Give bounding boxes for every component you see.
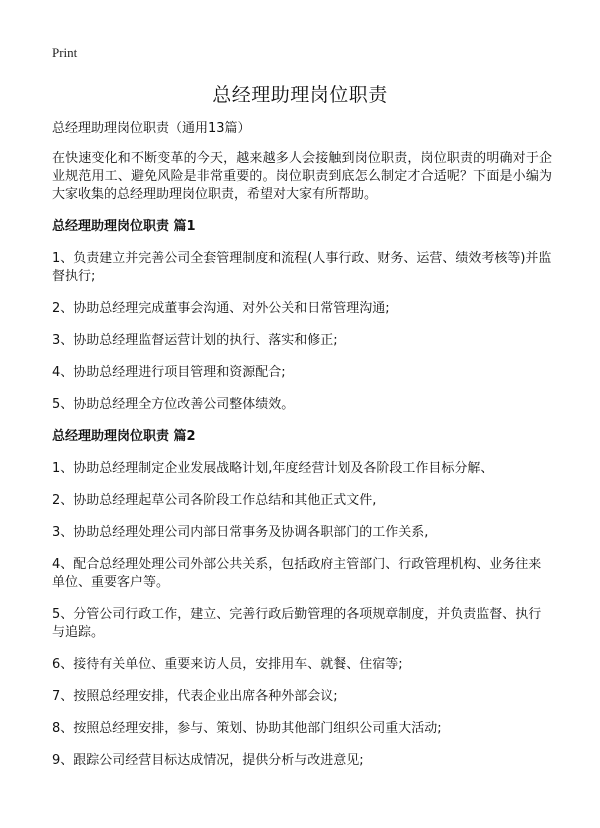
document-subtitle: 总经理助理岗位职责（通用13篇） bbox=[52, 121, 251, 136]
list-item: 3、协助总经理处理公司内部日常事务及协调各职部门的工作关系, bbox=[52, 525, 429, 540]
list-item: 9、跟踪公司经营目标达成情况，提供分析与改进意见; bbox=[52, 753, 364, 768]
document-body bbox=[52, 120, 552, 784]
page-title: 总经理助理岗位职责 bbox=[212, 84, 388, 106]
list-item: 7、按照总经理安排，代表企业出席各种外部会议; bbox=[52, 689, 338, 704]
list-item: 2、协助总经理起草公司各阶段工作总结和其他正式文件, bbox=[52, 493, 377, 508]
list-item: 4、协助总经理进行项目管理和资源配合; bbox=[52, 365, 286, 380]
list-item: 5、协助总经理全方位改善公司整体绩效。 bbox=[52, 397, 295, 412]
intro-paragraph: 在快速变化和不断变革的今天，越来越多人会接触到岗位职责，岗位职责的明确对于企业规范用工、避免风险是非常重要的。岗位职责到底怎么制定才合适呢？下面是小编为大家收集的总经理助理岗位职责，希望对大家有所帮助。 bbox=[52, 151, 552, 202]
print-link[interactable]: Print bbox=[52, 45, 78, 60]
list-item: 8、按照总经理安排，参与、策划、协助其他部门组织公司重大活动; bbox=[52, 721, 442, 736]
section-2 bbox=[52, 428, 552, 770]
list-item: 6、接待有关单位、重要来访人员，安排用车、就餐、住宿等; bbox=[52, 657, 403, 672]
section-1 bbox=[52, 218, 552, 414]
list-item: 1、协助总经理制定企业发展战略计划,年度经营计划及各阶段工作目标分解、 bbox=[52, 461, 494, 476]
section-heading: 总经理助理岗位职责 篇2 bbox=[52, 429, 196, 444]
list-item: 2、协助总经理完成董事会沟通、对外公关和日常管理沟通; bbox=[52, 301, 390, 316]
list-item: 4、配合总经理处理公司外部公共关系，包括政府主管部门、行政管理机构、业务往来单位、重要客户等。 bbox=[52, 557, 542, 590]
list-item: 1、负责建立并完善公司全套管理制度和流程(人事行政、财务、运营、绩效考核等)并监督执行; bbox=[52, 251, 552, 284]
list-item: 3、协助总经理监督运营计划的执行、落实和修正; bbox=[52, 333, 338, 348]
section-heading: 总经理助理岗位职责 篇1 bbox=[52, 219, 196, 234]
list-item: 5、分管公司行政工作，建立、完善行政后勤管理的各项规章制度，并负责监督、执行与追踪。 bbox=[52, 607, 542, 640]
